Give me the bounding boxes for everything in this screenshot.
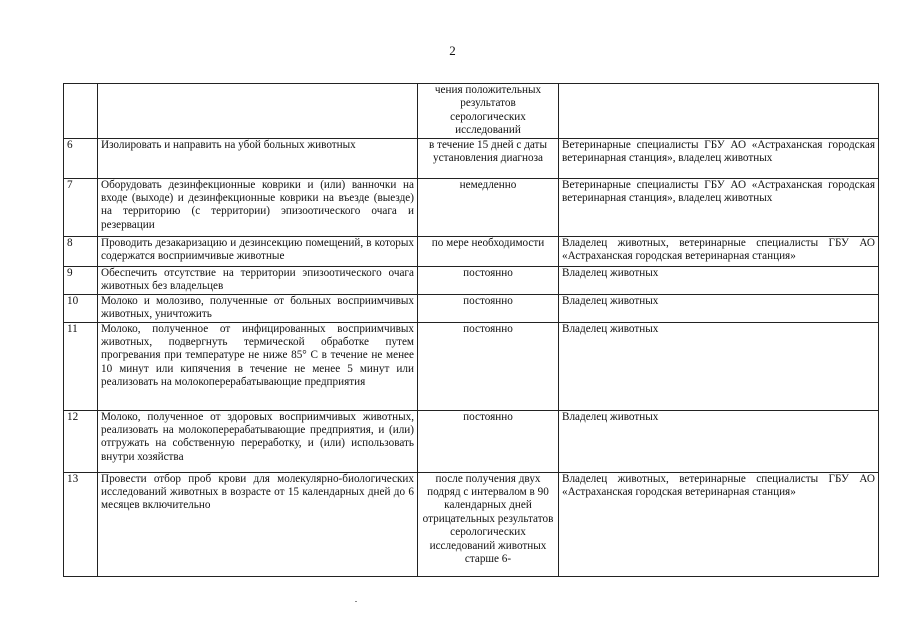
row-number: 8 xyxy=(64,236,98,266)
row-term: после получения двух подряд с интервалом в 90 календарных дней отрицательных результатов серологических исследований животных старше 6- xyxy=(418,472,559,576)
row-action: Изолировать и направить на убой больных животных xyxy=(98,138,418,178)
row-term: немедленно xyxy=(418,178,559,236)
table-row xyxy=(64,266,879,294)
row-responsible: Владелец животных xyxy=(559,294,879,322)
row-action: Провести отбор проб крови для молекулярно-биологических исследований животных в возрасте от 15 календарных дней до 6 месяцев включительно xyxy=(98,472,418,576)
table-row xyxy=(64,294,879,322)
table-row xyxy=(64,322,879,410)
row-responsible: Владелец животных xyxy=(559,410,879,472)
row-action xyxy=(98,84,418,139)
row-term: чения положительных результатов серологических исследований xyxy=(418,84,559,139)
row-number: 9 xyxy=(64,266,98,294)
row-term: по мере необходимости xyxy=(418,236,559,266)
table-row xyxy=(64,236,879,266)
row-number xyxy=(64,84,98,139)
measures-table xyxy=(63,83,879,577)
table-row xyxy=(64,178,879,236)
row-responsible: Владелец животных, ветеринарные специалисты ГБУ АО «Астраханская городская ветеринарная станция» xyxy=(559,236,879,266)
row-action: Проводить дезакаризацию и дезинсекцию помещений, в которых содержатся восприимчивые животные xyxy=(98,236,418,266)
table-row xyxy=(64,84,879,139)
scan-speck xyxy=(355,601,357,602)
row-term: постоянно xyxy=(418,266,559,294)
row-term: в течение 15 дней с даты установления диагноза xyxy=(418,138,559,178)
row-responsible: Ветеринарные специалисты ГБУ АО «Астраханская городская ветеринарная станция», владелец животных xyxy=(559,178,879,236)
page-number: 2 xyxy=(449,43,456,58)
row-action: Оборудовать дезинфекционные коврики и (или) ванночки на входе (выходе) и дезинфекционные коврики на въезде (выезде) на территорию (с территории) эпизоотического очага и резервации xyxy=(98,178,418,236)
row-action: Молоко, полученное от инфицированных восприимчивых животных, подвергнуть термической обработке путем прогревания при температуре не ниже 85° С в течение не менее 10 минут или кипячения в течение не менее 5 минут или реализовать на молокоперерабатывающие предприятия xyxy=(98,322,418,410)
row-responsible: Владелец животных xyxy=(559,266,879,294)
row-number: 7 xyxy=(64,178,98,236)
table-row xyxy=(64,410,879,472)
row-term: постоянно xyxy=(418,294,559,322)
row-number: 13 xyxy=(64,472,98,576)
table-row xyxy=(64,472,879,576)
row-responsible: Владелец животных, ветеринарные специалисты ГБУ АО «Астраханская городская ветеринарная станция» xyxy=(559,472,879,576)
row-responsible: Владелец животных xyxy=(559,322,879,410)
row-term: постоянно xyxy=(418,410,559,472)
row-responsible: Ветеринарные специалисты ГБУ АО «Астраханская городская ветеринарная станция», владелец животных xyxy=(559,138,879,178)
row-term: постоянно xyxy=(418,322,559,410)
table-row xyxy=(64,138,879,178)
row-action: Обеспечить отсутствие на территории эпизоотического очага животных без владельцев xyxy=(98,266,418,294)
row-responsible xyxy=(559,84,879,139)
row-number: 12 xyxy=(64,410,98,472)
row-number: 6 xyxy=(64,138,98,178)
row-action: Молоко, полученное от здоровых восприимчивых животных, реализовать на молокоперерабатывающие предприятия, и (или) отгружать на собственную переработку, и (или) использовать внутри хозяйства xyxy=(98,410,418,472)
row-number: 11 xyxy=(64,322,98,410)
row-action: Молоко и молозиво, полученные от больных восприимчивых животных, уничтожить xyxy=(98,294,418,322)
row-number: 10 xyxy=(64,294,98,322)
